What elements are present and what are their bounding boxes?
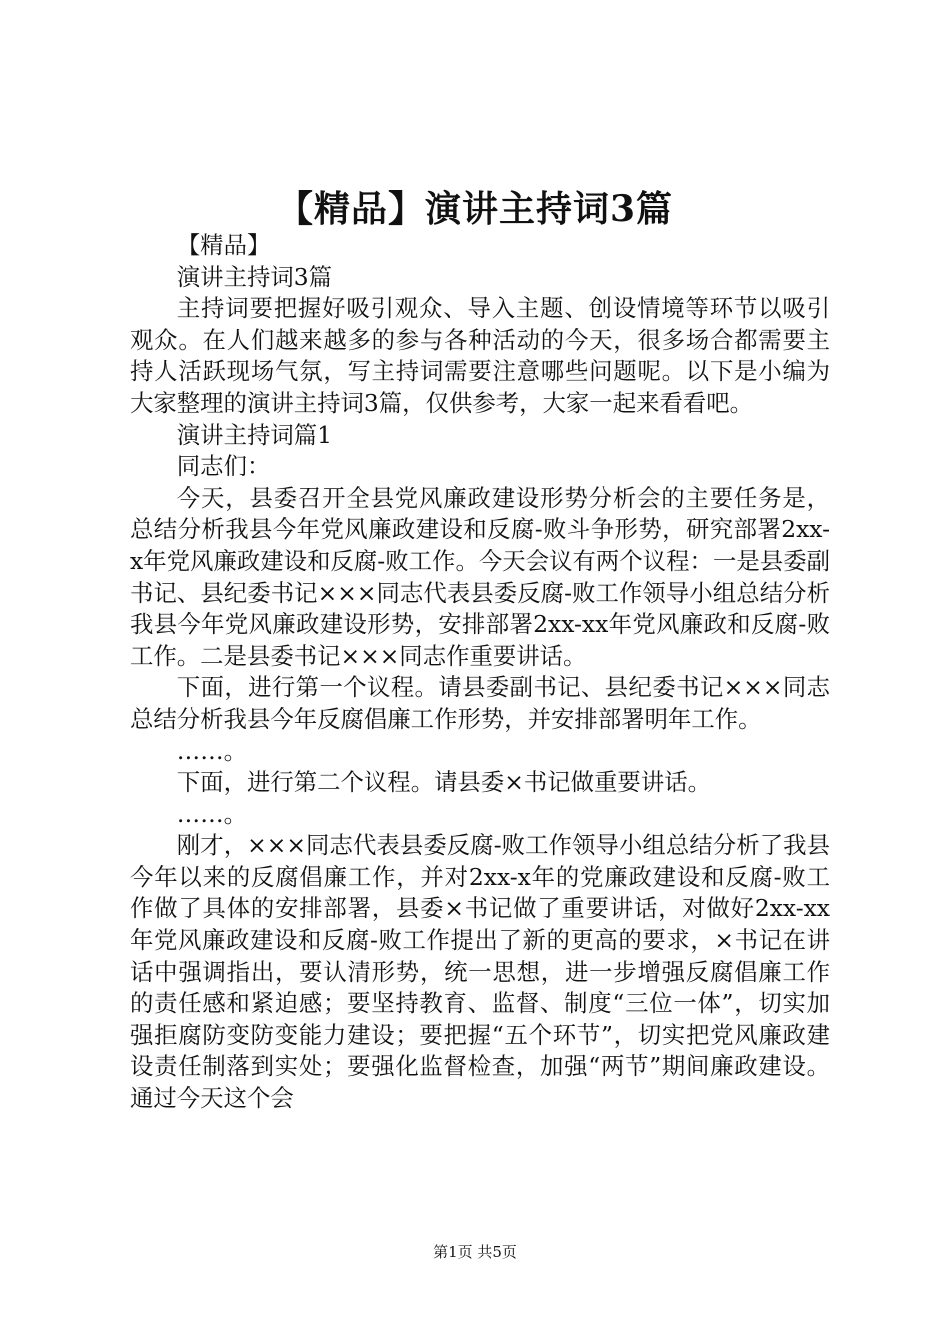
paragraph: 下面，进行第二个议程。请县委×书记做重要讲话。 (176, 768, 711, 797)
document-body (130, 230, 830, 1115)
paragraph: ……。 (176, 736, 247, 765)
paragraph: 【精品】 (176, 231, 271, 259)
paragraph: 演讲主持词3篇 (176, 262, 333, 291)
paragraph: ……。 (176, 799, 247, 828)
paragraph: 刚才，×××同志代表县委反腐-败工作领导小组总结分析了我县今年以来的反腐倡廉工作，并对2xx-x年的党廉政建设和反腐-败工作做了具体的安排部署，县委×书记做了重要讲话，对做好2xx-xx年党风廉政建设和反腐-败工作提出了新的更高的要求，×书记在讲话中强调指出，要认清形势，统一思想，进一步增强反腐倡廉工作的责任感和紧迫感；要坚持教育、监督、制度“三位一体”，切实加强拒腐防变防变能力建设；要把握“五个环节”，切实把党风廉政建设责任制落到实处；要强化监督检查，加强“两节”期间廉政建设。通过今天这个会 (130, 831, 830, 1113)
paragraph: 同志们： (176, 452, 271, 481)
document-title: 【精品】演讲主持词3篇 (276, 188, 674, 230)
paragraph: 主持词要把握好吸引观众、导入主题、创设情境等环节以吸引观众。在人们越来越多的参与各种活动的今天，很多场合都需要主持人活跃现场气氛，写主持词需要注意哪些问题呢。以下是小编为大家整理的演讲主持词3篇，仅供参考，大家一起来看看吧。 (130, 294, 830, 417)
paragraph: 下面，进行第一个议程。请县委副书记、县纪委书记×××同志总结分析我县今年反腐倡廉工作形势，并安排部署明年工作。 (130, 673, 830, 733)
paragraph: 演讲主持词篇1 (176, 420, 333, 449)
page-footer: 第1页 共5页 (433, 1243, 517, 1261)
paragraph: 今天，县委召开全县党风廉政建设形势分析会的主要任务是，总结分析我县今年党风廉政建设和反腐-败斗争形势，研究部署2xx-x年党风廉政建设和反腐-败工作。今天会议有两个议程：一是县委副书记、县纪委书记×××同志代表县委反腐-败工作领导小组总结分析我县今年党风廉政建设形势，安排部署2xx-xx年党风廉政和反腐-败工作。二是县委书记×××同志作重要讲话。 (130, 483, 830, 670)
